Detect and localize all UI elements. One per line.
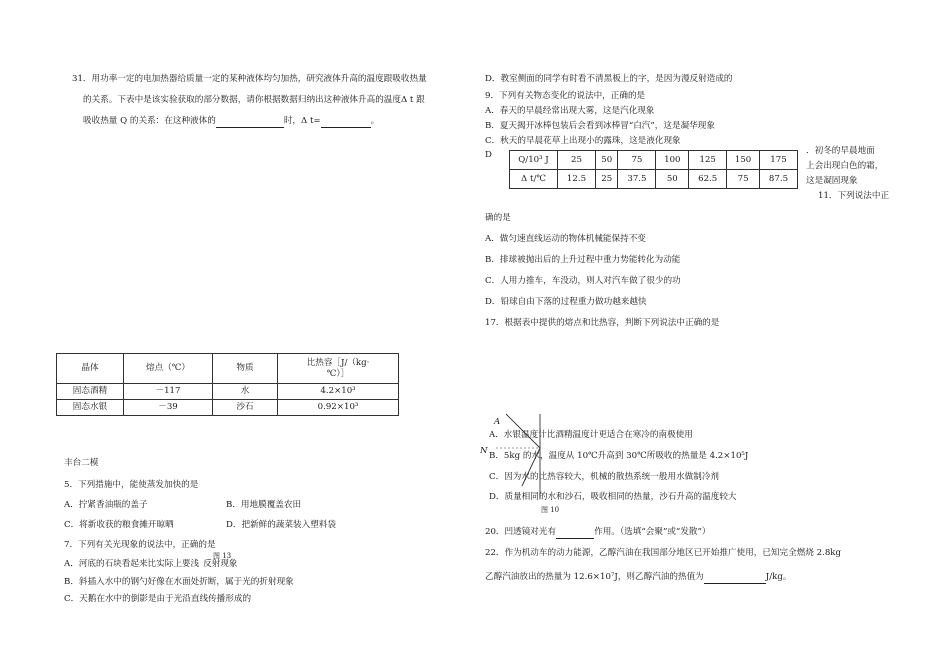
q5-option-d: D．把新鲜的蔬菜装入塑料袋 xyxy=(226,520,337,530)
q17-option-a: A．水银温度计比酒精温度计更适合在寒冷的南极使用 xyxy=(489,430,693,440)
q31-line3-mid: 时，Δ t= xyxy=(283,116,321,126)
q11-option-a: A．做匀速直线运动的物体机械能保持不变 xyxy=(485,234,646,244)
table-cell: 固态水银 xyxy=(57,400,124,416)
q11-option-b: B．排球被抛出后的上升过程中重力势能转化为动能 xyxy=(485,255,681,265)
q20-text xyxy=(485,527,711,539)
melting-point-table xyxy=(56,353,399,416)
heat-table-header: Q/10³ J xyxy=(510,151,558,170)
q5-option-c: C．将新收获的粮食摊开晾晒 xyxy=(64,520,174,530)
mp-header-heat-line2: ℃）］ xyxy=(326,368,350,379)
q5-option-b: B．用地膜覆盖农田 xyxy=(226,500,302,510)
q31-line3-pre: 吸收热量 Q 的关系：在这种液体的 xyxy=(83,116,216,126)
q31-line2: 的关系。下表中是该实验获取的部分数据，请你根据数据归纳出这种液体升高的温度Δ t 跟 xyxy=(83,95,425,105)
table-cell: 50 xyxy=(595,151,618,170)
q9-option-c: C．秋天的早晨花草上出现小的露珠，这是液化现象 xyxy=(485,136,681,146)
q17-option-d: D．质量相同的水和沙石，吸收相同的热量，沙石升高的温度较大 xyxy=(489,492,737,502)
heat-table-row-label: Δ t/℃ xyxy=(510,170,558,189)
q22-answer-blank[interactable] xyxy=(704,572,766,584)
table-cell: 175 xyxy=(759,151,797,170)
q20-answer-blank[interactable] xyxy=(556,527,594,539)
q22-line2 xyxy=(485,572,791,584)
q9-option-a: A．春天的早晨经常出现大雾，这是汽化现象 xyxy=(485,106,655,116)
q11-stem-part1: 11．下列说法中正 xyxy=(818,191,890,201)
mp-header-crystal: 晶体 xyxy=(57,354,124,384)
q7-option-b: B．斜插入水中的钢勺好像在水面处折断，属于光的折射现象 xyxy=(64,577,294,587)
q31-line3-end: 。 xyxy=(370,116,380,126)
table-cell: 12.5 xyxy=(558,170,596,189)
q31-blank-2[interactable] xyxy=(321,116,371,128)
fig13-label: 图 13 xyxy=(213,552,232,560)
q9-option-b: B．夏天揭开冰棒包装后会看到冰棒冒“白汽”，这是凝华现象 xyxy=(485,121,715,131)
q31-line3 xyxy=(83,116,379,128)
table-cell: 125 xyxy=(689,151,727,170)
heat-temperature-table xyxy=(509,150,798,189)
q22-line1: 22．作为机动车的动力能源，乙醇汽油在我国部分地区已开始推广使用，已知完全燃烧 2.8kg xyxy=(485,548,842,558)
mp-header-substance: 物质 xyxy=(213,354,278,384)
q7-option-a-text: A．河底的石块看起来比实际上要浅 xyxy=(64,559,200,569)
q7-option-a xyxy=(64,559,238,570)
q17-option-c: C．因为水的比热容较大，机械的散热系统一般用水做制冷剂 xyxy=(489,472,720,482)
table-cell: 25 xyxy=(558,151,596,170)
q9-option-d-label: D xyxy=(485,150,492,160)
table-cell: 4.2×10³ xyxy=(278,384,399,400)
q17-option-b: B．5kg 的水，温度从 10℃升高到 30℃所吸收的热量是 4.2×10⁵J xyxy=(489,451,749,461)
q11-stem-part2: 确的是 xyxy=(485,213,511,223)
q7-option-a-tail: 反射现象 xyxy=(203,559,238,569)
q9-option-d-text-2: 上会出现白色的霜， xyxy=(806,161,884,171)
q5-stem: 5．下列措施中，能使蒸发加快的是 xyxy=(64,480,199,490)
table-cell: 87.5 xyxy=(759,170,797,189)
section-title: 丰台二模 xyxy=(64,458,99,468)
table-cell: 0.92×10³ xyxy=(278,400,399,416)
fig10-caption: 图 10 xyxy=(541,506,560,514)
table-cell: 62.5 xyxy=(689,170,727,189)
q20-post: 作用。（选填“会聚”或“发散”） xyxy=(594,527,711,537)
mp-header-heat xyxy=(278,354,399,384)
q9-stem: 9．下列有关物态变化的说法中，正确的是 xyxy=(485,91,646,101)
q11-option-c: C．人用力推车，车没动，则人对汽车做了很少的功 xyxy=(485,276,681,286)
mp-header-melting: 熔点（℃） xyxy=(124,354,213,384)
q20-pre: 20．凹透镜对光有 xyxy=(485,527,557,537)
table-cell: 水 xyxy=(213,384,278,400)
table-cell: 100 xyxy=(656,151,689,170)
q9-option-d-text-1: ．初冬的早晨地面 xyxy=(806,146,875,156)
table-cell: －39 xyxy=(124,400,213,416)
table-cell: 37.5 xyxy=(618,170,656,189)
table-cell: 沙石 xyxy=(213,400,278,416)
table-cell: 50 xyxy=(656,170,689,189)
table-cell: 150 xyxy=(727,151,760,170)
table-cell: 25 xyxy=(595,170,618,189)
q17-stem: 17．根据表中提供的熔点和比热容，判断下列说法中正确的是 xyxy=(485,318,720,328)
q5-option-a: A．拧紧香油瓶的盖子 xyxy=(64,500,148,510)
table-cell: 75 xyxy=(618,151,656,170)
table-cell: 75 xyxy=(727,170,760,189)
q7-option-c: C．天鹅在水中的倒影是由于光沿直线传播形成的 xyxy=(64,594,252,604)
q8-option-d: D．教室侧面的同学有时看不清黑板上的字，是因为漫反射造成的 xyxy=(485,74,733,84)
q31-line1: 31．用功率一定的电加热器给质量一定的某种液体均匀加热，研究液体升高的温度跟吸收热量 xyxy=(72,74,427,84)
q9-option-d-text-3: 这是凝固现象 xyxy=(806,176,858,186)
q7-stem: 7．下列有关光现象的说法中，正确的是 xyxy=(64,540,216,550)
q22-line2-post: J/kg。 xyxy=(765,572,792,582)
fig10-label-a: A xyxy=(494,417,501,427)
table-cell: 固态酒精 xyxy=(57,384,124,400)
q31-blank-1[interactable] xyxy=(216,116,284,128)
q11-option-d: D．铅球自由下落的过程重力做功越来越快 xyxy=(485,297,647,307)
q22-line2-pre: 乙醇汽油放出的热量为 12.6×10⁷J，则乙醇汽油的热值为 xyxy=(485,572,704,582)
mp-header-heat-line1: 比热容［J/（kg· xyxy=(306,357,370,368)
fig10-label-n: N xyxy=(480,446,488,456)
table-cell: －117 xyxy=(124,384,213,400)
